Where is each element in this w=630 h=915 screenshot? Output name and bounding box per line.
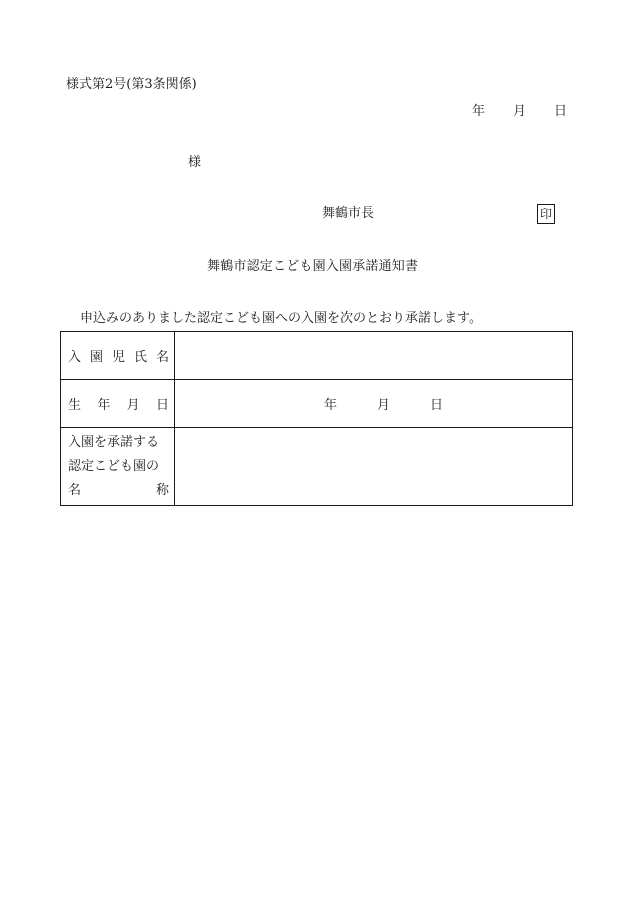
- issuer-name: 舞鶴市長: [322, 206, 375, 221]
- label-birthdate: 生 年 月 日: [61, 380, 175, 428]
- label-facility-name: 入園を承諾する 認定こども園の 名 称: [61, 428, 175, 506]
- intro-text: 申込みのありました認定こども園への入園を次のとおり承諾します。: [80, 311, 482, 326]
- issue-date-month: 月: [513, 104, 527, 119]
- document-title: 舞鶴市認定こども園入園承諾通知書: [207, 259, 419, 274]
- issue-date-year: 年: [472, 104, 486, 119]
- addressee-suffix: 様: [188, 155, 202, 170]
- issue-date-day: 日: [554, 104, 568, 119]
- approval-table: [60, 331, 573, 506]
- birthdate-year: 年: [323, 398, 337, 413]
- label-child-name: 入 園 児 氏 名: [61, 332, 175, 380]
- birthdate-month: 月: [376, 398, 390, 413]
- value-child-name[interactable]: [175, 332, 573, 380]
- table-row-birthdate: [61, 380, 573, 428]
- form-number: 様式第2号(第3条関係): [66, 77, 197, 92]
- value-facility-name[interactable]: [175, 428, 573, 506]
- value-birthdate[interactable]: [175, 380, 573, 428]
- table-row-facility-name: [61, 428, 573, 506]
- table-row-child-name: [61, 332, 573, 380]
- seal-stamp: 印: [537, 204, 555, 224]
- birthdate-day: 日: [430, 398, 444, 413]
- issue-date: [472, 104, 567, 120]
